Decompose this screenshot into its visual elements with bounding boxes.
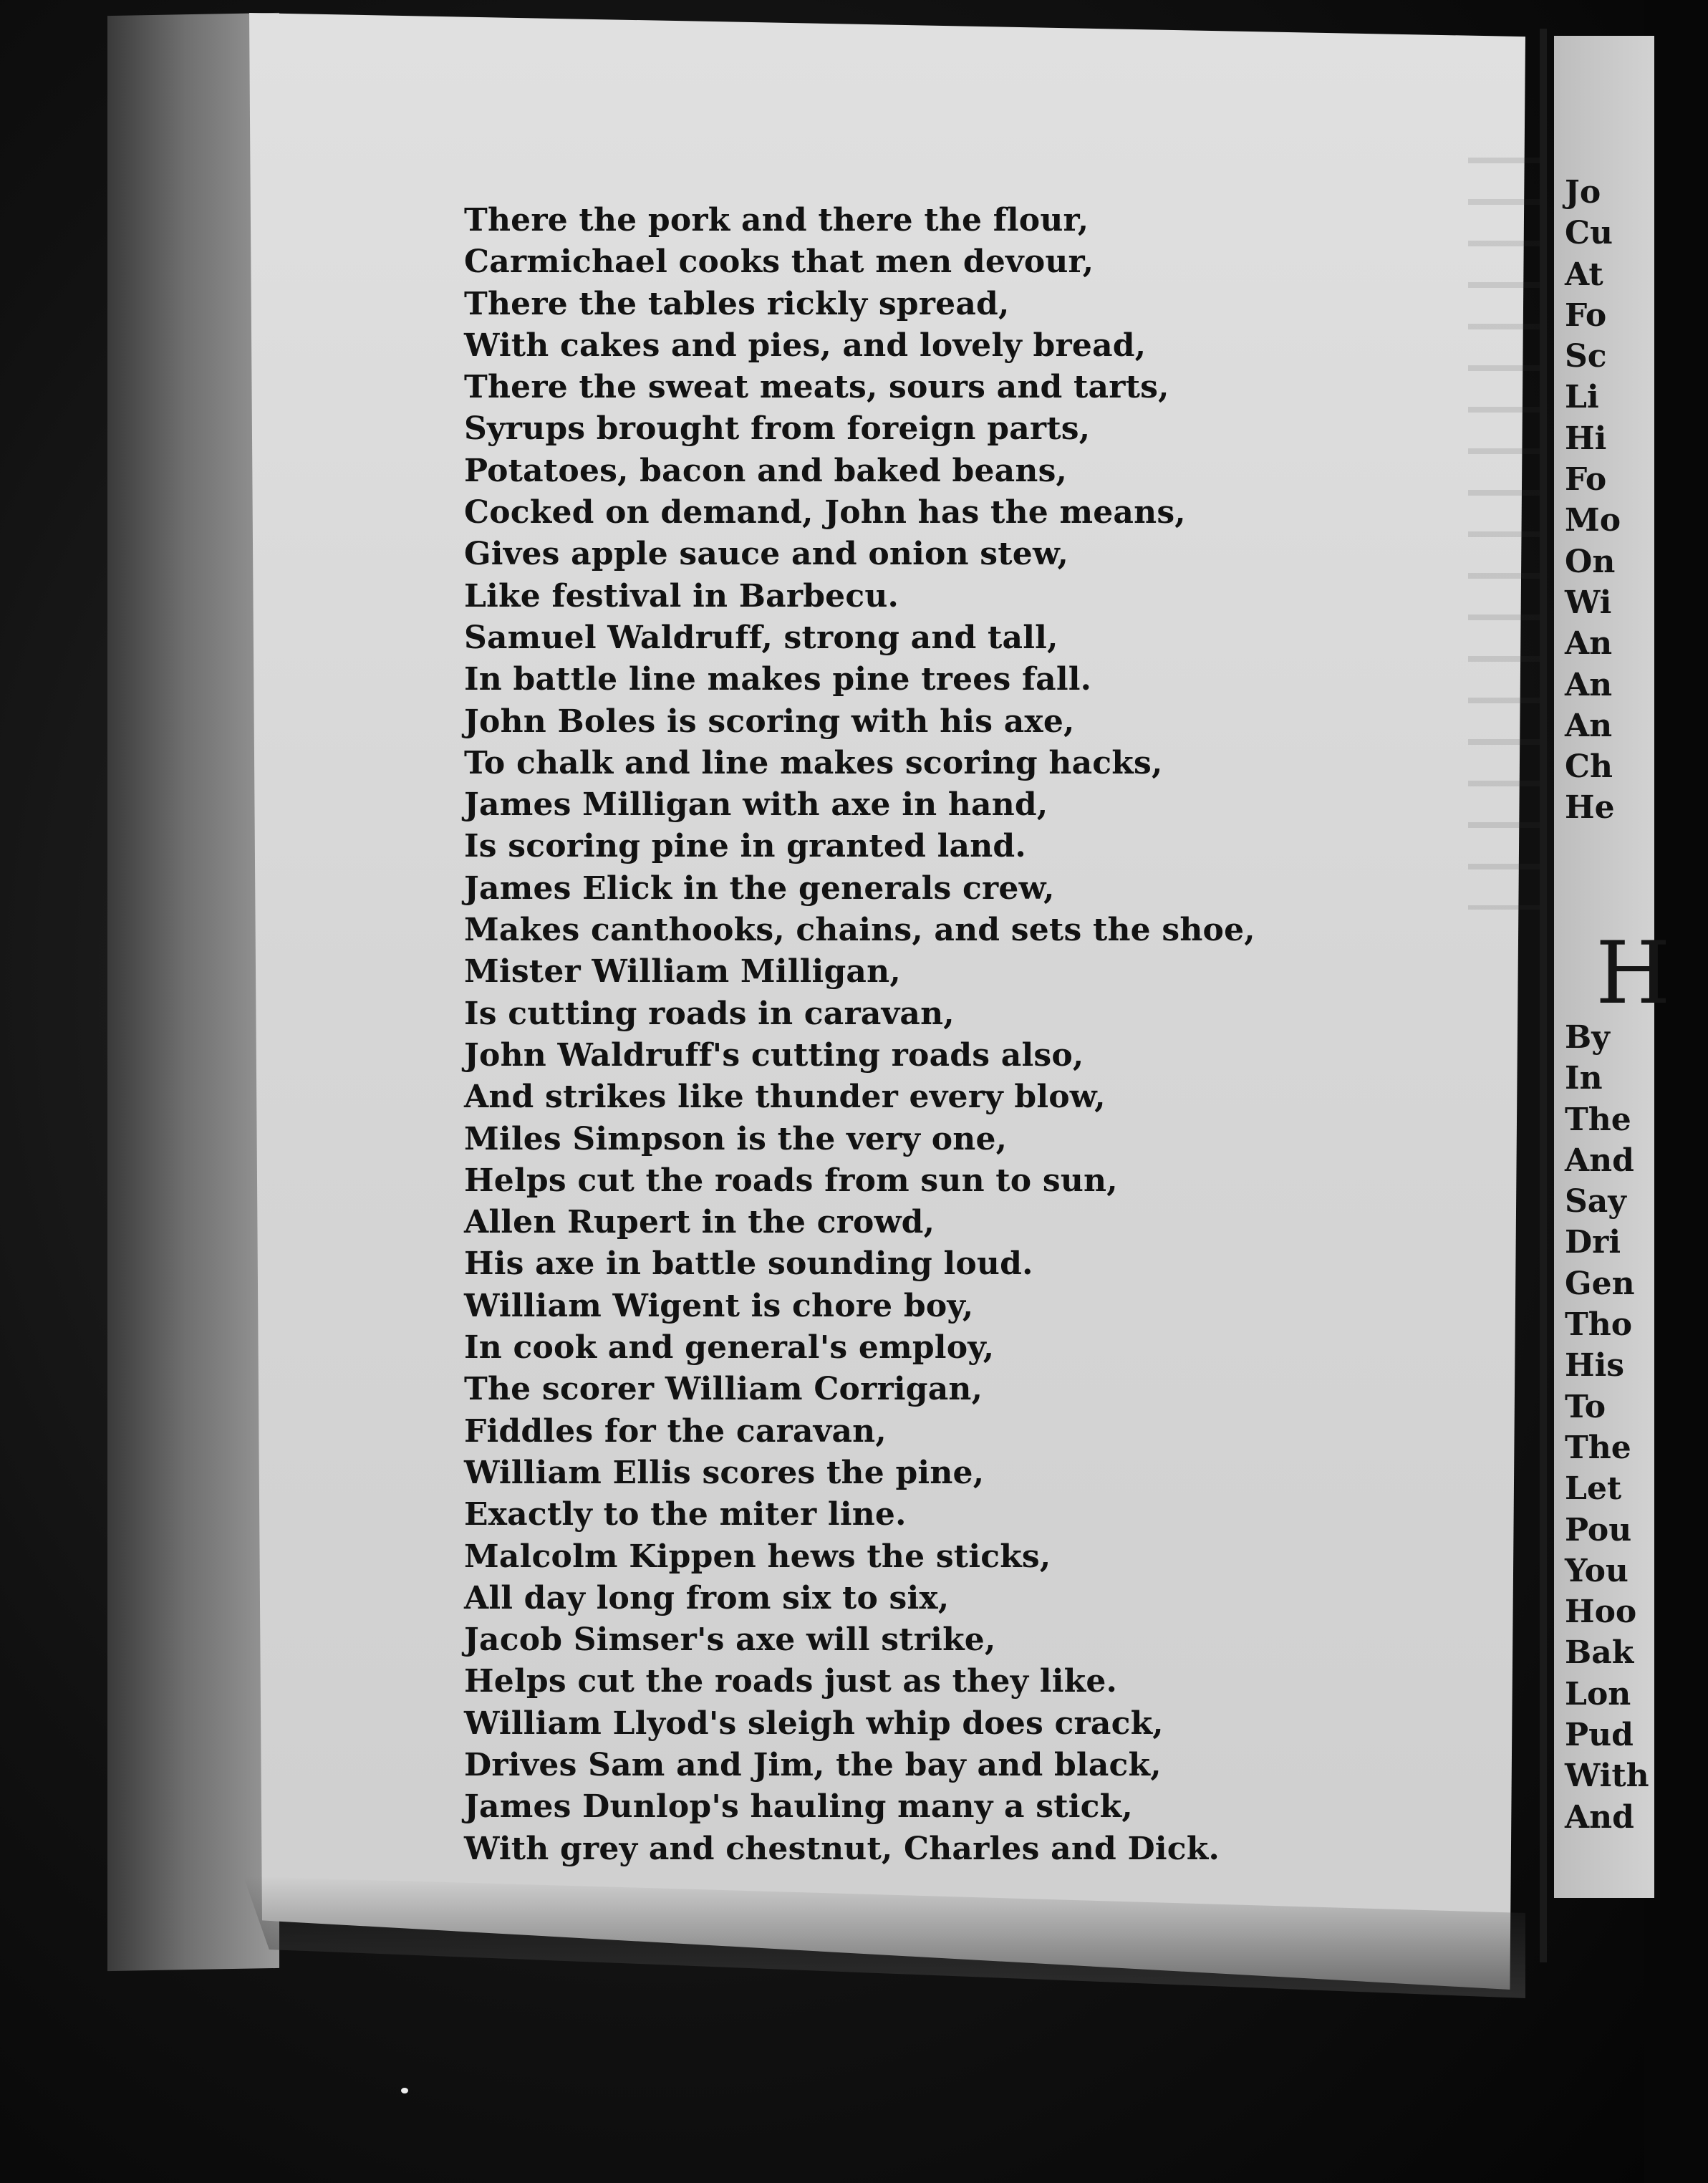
poem-line: And strikes like thunder every blow, bbox=[464, 1079, 1106, 1116]
right-column-fragment: Ch bbox=[1565, 748, 1613, 786]
poem-line: His axe in battle sounding loud. bbox=[464, 1245, 1033, 1283]
poem-line: Allen Rupert in the crowd, bbox=[464, 1204, 935, 1241]
poem-line: Drives Sam and Jim, the bay and black, bbox=[464, 1746, 1162, 1783]
right-column-fragment: The bbox=[1565, 1429, 1631, 1466]
right-column-fragment: Pou bbox=[1565, 1511, 1632, 1548]
right-column-fragment: Li bbox=[1565, 379, 1599, 416]
right-column-fragment: By bbox=[1565, 1019, 1610, 1056]
poem-line: Carmichael cooks that men devour, bbox=[464, 244, 1094, 281]
poem-line: The scorer William Corrigan, bbox=[464, 1371, 983, 1408]
right-column-fragment: Cu bbox=[1565, 215, 1613, 252]
right-column-fragment: Lon bbox=[1565, 1675, 1631, 1712]
poem-line: Helps cut the roads from sun to sun, bbox=[464, 1162, 1118, 1199]
poem-line: In battle line makes pine trees fall. bbox=[464, 661, 1092, 698]
right-column-fragment: Hoo bbox=[1565, 1594, 1637, 1631]
right-column-fragment: Jo bbox=[1565, 174, 1601, 211]
poem-line: In cook and general's employ, bbox=[464, 1329, 995, 1367]
right-column-fragment: Say bbox=[1565, 1183, 1626, 1220]
poem-line: Syrups brought from foreign parts, bbox=[464, 410, 1091, 448]
poem-line: There the sweat meats, sours and tarts, bbox=[464, 369, 1169, 406]
poem-line: Like festival in Barbecu. bbox=[464, 577, 899, 615]
poem-line: With grey and chestnut, Charles and Dick. bbox=[464, 1830, 1220, 1867]
poem-line: James Milligan with axe in hand, bbox=[464, 786, 1048, 824]
poem-line: Makes canthooks, chains, and sets the shoe, bbox=[464, 912, 1255, 949]
poem-line: There the tables rickly spread, bbox=[464, 285, 1010, 322]
poem-line: With cakes and pies, and lovely bread, bbox=[464, 327, 1147, 364]
poem-line: There the pork and there the flour, bbox=[464, 202, 1089, 238]
right-column-fragment: His bbox=[1565, 1347, 1625, 1384]
right-column-fragment: He bbox=[1565, 789, 1615, 827]
poem-line: Mister William Milligan, bbox=[464, 953, 901, 991]
poem-line: Jacob Simser's axe will strike, bbox=[464, 1621, 996, 1659]
right-column-fragment: Dri bbox=[1565, 1224, 1621, 1261]
poem-line: Helps cut the roads just as they like. bbox=[464, 1663, 1118, 1700]
poem-line: Samuel Waldruff, strong and tall, bbox=[464, 619, 1058, 656]
poem-text bbox=[464, 200, 1538, 1870]
dust-speck bbox=[401, 2088, 408, 2093]
poem-line: Cocked on demand, John has the means, bbox=[464, 494, 1186, 531]
right-column-fragment: The bbox=[1565, 1101, 1631, 1138]
poem-line: James Elick in the generals crew, bbox=[464, 869, 1055, 907]
right-column-heading: H bbox=[1596, 924, 1671, 1023]
right-column-fragment: Fo bbox=[1565, 461, 1607, 498]
right-column-fragment: On bbox=[1565, 543, 1616, 580]
poem-line: James Dunlop's hauling many a stick, bbox=[464, 1788, 1133, 1826]
right-column-fragment: Tho bbox=[1565, 1306, 1633, 1344]
right-column-fragment: Let bbox=[1565, 1470, 1622, 1508]
poem-line: William Ellis scores the pine, bbox=[464, 1454, 985, 1491]
right-column-fragment: Sc bbox=[1565, 338, 1607, 375]
right-column-fragment: Wi bbox=[1565, 584, 1612, 621]
right-column-fragment: Bak bbox=[1565, 1634, 1634, 1672]
right-column-fragment: To bbox=[1565, 1388, 1606, 1425]
poem-line: William Llyod's sleigh whip does crack, bbox=[464, 1705, 1164, 1742]
poem-line: John Boles is scoring with his axe, bbox=[464, 703, 1075, 740]
right-column-top-fragments bbox=[1565, 172, 1708, 829]
poem-line: To chalk and line makes scoring hacks, bbox=[464, 744, 1163, 781]
right-column-fragment: You bbox=[1565, 1552, 1629, 1589]
poem-line: Malcolm Kippen hews the sticks, bbox=[464, 1538, 1051, 1575]
poem-line: Is scoring pine in granted land. bbox=[464, 828, 1026, 865]
right-column-fragment: Fo bbox=[1565, 297, 1607, 334]
right-column-fragment: Hi bbox=[1565, 420, 1607, 457]
poem-line: John Waldruff's cutting roads also, bbox=[464, 1036, 1084, 1074]
poem-line: Exactly to the miter line. bbox=[464, 1496, 907, 1533]
right-column-fragment: With bbox=[1565, 1758, 1649, 1795]
right-column-fragment: An bbox=[1565, 625, 1613, 662]
right-column-bottom-fragments bbox=[1565, 1017, 1708, 1838]
right-column-fragment: And bbox=[1565, 1798, 1634, 1836]
poem-line: Potatoes, bacon and baked beans, bbox=[464, 452, 1068, 489]
poem-line: Gives apple sauce and onion stew, bbox=[464, 536, 1068, 573]
right-column-fragment: An bbox=[1565, 707, 1613, 744]
right-column-fragment: Mo bbox=[1565, 502, 1621, 539]
right-column-fragment: At bbox=[1565, 256, 1603, 293]
right-column-fragment: An bbox=[1565, 666, 1613, 703]
right-column-fragment: In bbox=[1565, 1060, 1603, 1097]
poem-line: Miles Simpson is the very one, bbox=[464, 1120, 1008, 1157]
page-fold bbox=[1540, 29, 1547, 1962]
poem-line: William Wigent is chore boy, bbox=[464, 1287, 974, 1324]
poem-line: Fiddles for the caravan, bbox=[464, 1412, 887, 1450]
right-column-fragment: Pud bbox=[1565, 1717, 1634, 1754]
right-column-fragment: And bbox=[1565, 1142, 1634, 1179]
poem-line: Is cutting roads in caravan, bbox=[464, 995, 955, 1032]
right-column-fragment: Gen bbox=[1565, 1265, 1635, 1302]
poem-line: All day long from six to six, bbox=[464, 1579, 950, 1616]
